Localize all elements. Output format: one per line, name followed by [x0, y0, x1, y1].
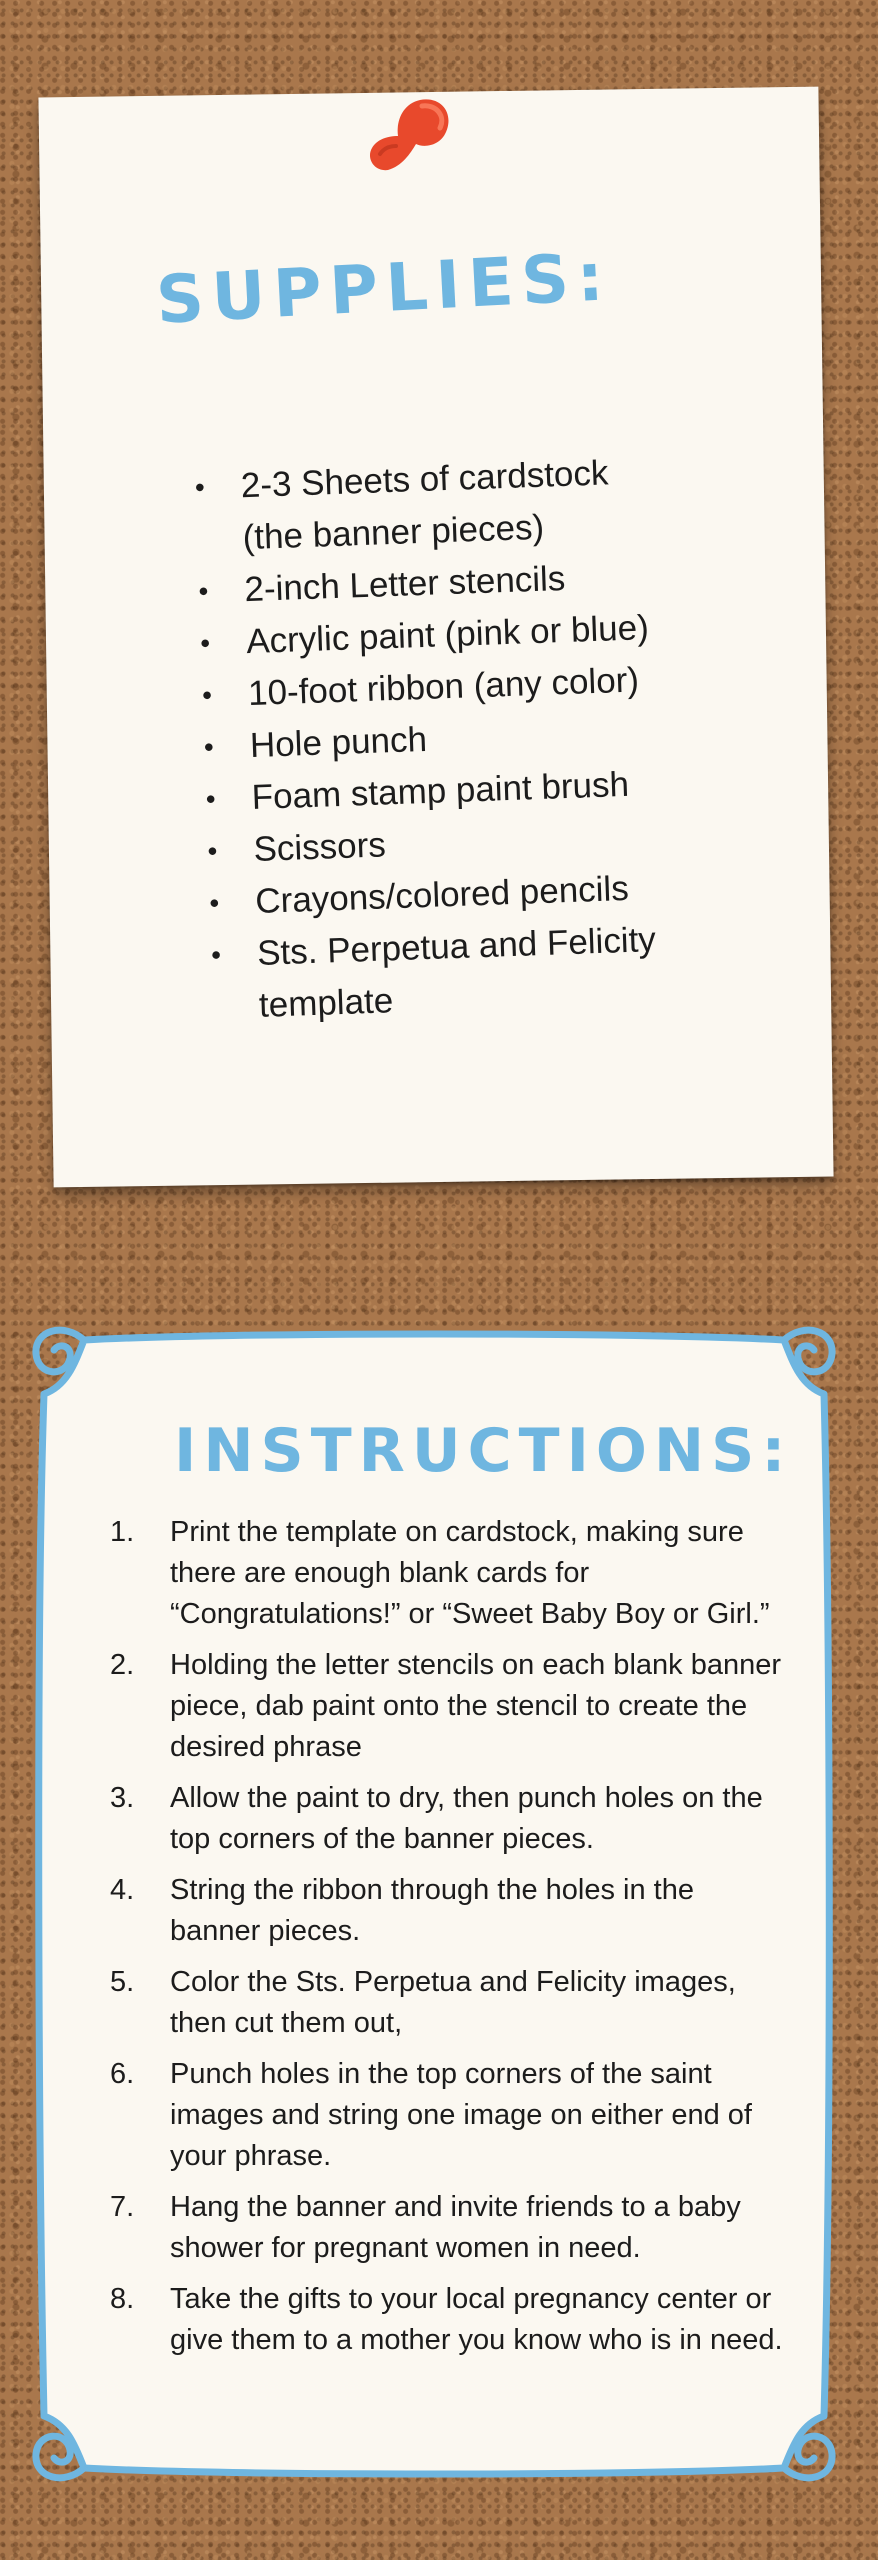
list-item — [110, 2279, 790, 2361]
step-text: Allow the paint to dry, then punch holes on the top corners of the banner pieces. — [170, 1782, 763, 1855]
list-item: • Sts. Perpetua and Felicity template — [206, 910, 769, 1033]
list-item — [110, 1645, 790, 1768]
step-text: Hang the banner and invite friends to a baby shower for pregnant women in need. — [170, 2191, 741, 2264]
push-pin-icon — [362, 92, 458, 180]
list-item — [110, 1870, 790, 1952]
list-item — [110, 2054, 790, 2177]
step-text: Color the Sts. Perpetua and Felicity images, then cut them out, — [170, 1966, 736, 2039]
step-number: 5. — [110, 1966, 135, 1998]
step-text: Print the template on cardstock, making sure there are enough blank cards for “Congratulations!” or “Sweet Baby Boy or Girl.” — [170, 1516, 770, 1630]
list-item — [110, 1512, 790, 1635]
list-item: • 2-inch Letter stencils — [194, 546, 755, 618]
step-text: Take the gifts to your local pregnancy center or give them to a mother you know who is in need. — [170, 2283, 783, 2356]
step-text: Punch holes in the top corners of the saint images and string one image on either end of your phrase. — [170, 2058, 752, 2172]
supplies-list — [190, 442, 770, 1033]
list-item: • 2-3 Sheets of cardstock (the banner pieces) — [190, 442, 753, 565]
list-item: • Hole punch — [199, 702, 760, 774]
list-item: • 10-foot ribbon (any color) — [197, 650, 758, 722]
list-item: • Crayons/colored pencils — [205, 858, 766, 930]
list-item: • Acrylic paint (pink or blue) — [195, 598, 756, 670]
list-item — [110, 1962, 790, 2044]
instructions-list — [110, 1512, 790, 2371]
instructions-card — [24, 1326, 844, 2482]
supplies-title: SUPPLIES: — [154, 238, 614, 339]
step-number: 8. — [110, 2283, 135, 2315]
list-item: • Foam stamp paint brush — [201, 754, 762, 826]
step-text: String the ribbon through the holes in the banner pieces. — [170, 1874, 694, 1947]
list-item: • Scissors — [203, 806, 764, 878]
list-item — [110, 1778, 790, 1860]
step-text: Holding the letter stencils on each blank banner piece, dab paint onto the stencil to create the desired phrase — [170, 1649, 781, 1763]
instructions-title: INSTRUCTIONS: — [174, 1416, 793, 1486]
step-number: 7. — [110, 2191, 135, 2223]
step-number: 3. — [110, 1782, 135, 1814]
step-number: 2. — [110, 1649, 135, 1681]
step-number: 4. — [110, 1874, 135, 1906]
step-number: 6. — [110, 2058, 135, 2090]
list-item — [110, 2187, 790, 2269]
step-number: 1. — [110, 1516, 135, 1548]
